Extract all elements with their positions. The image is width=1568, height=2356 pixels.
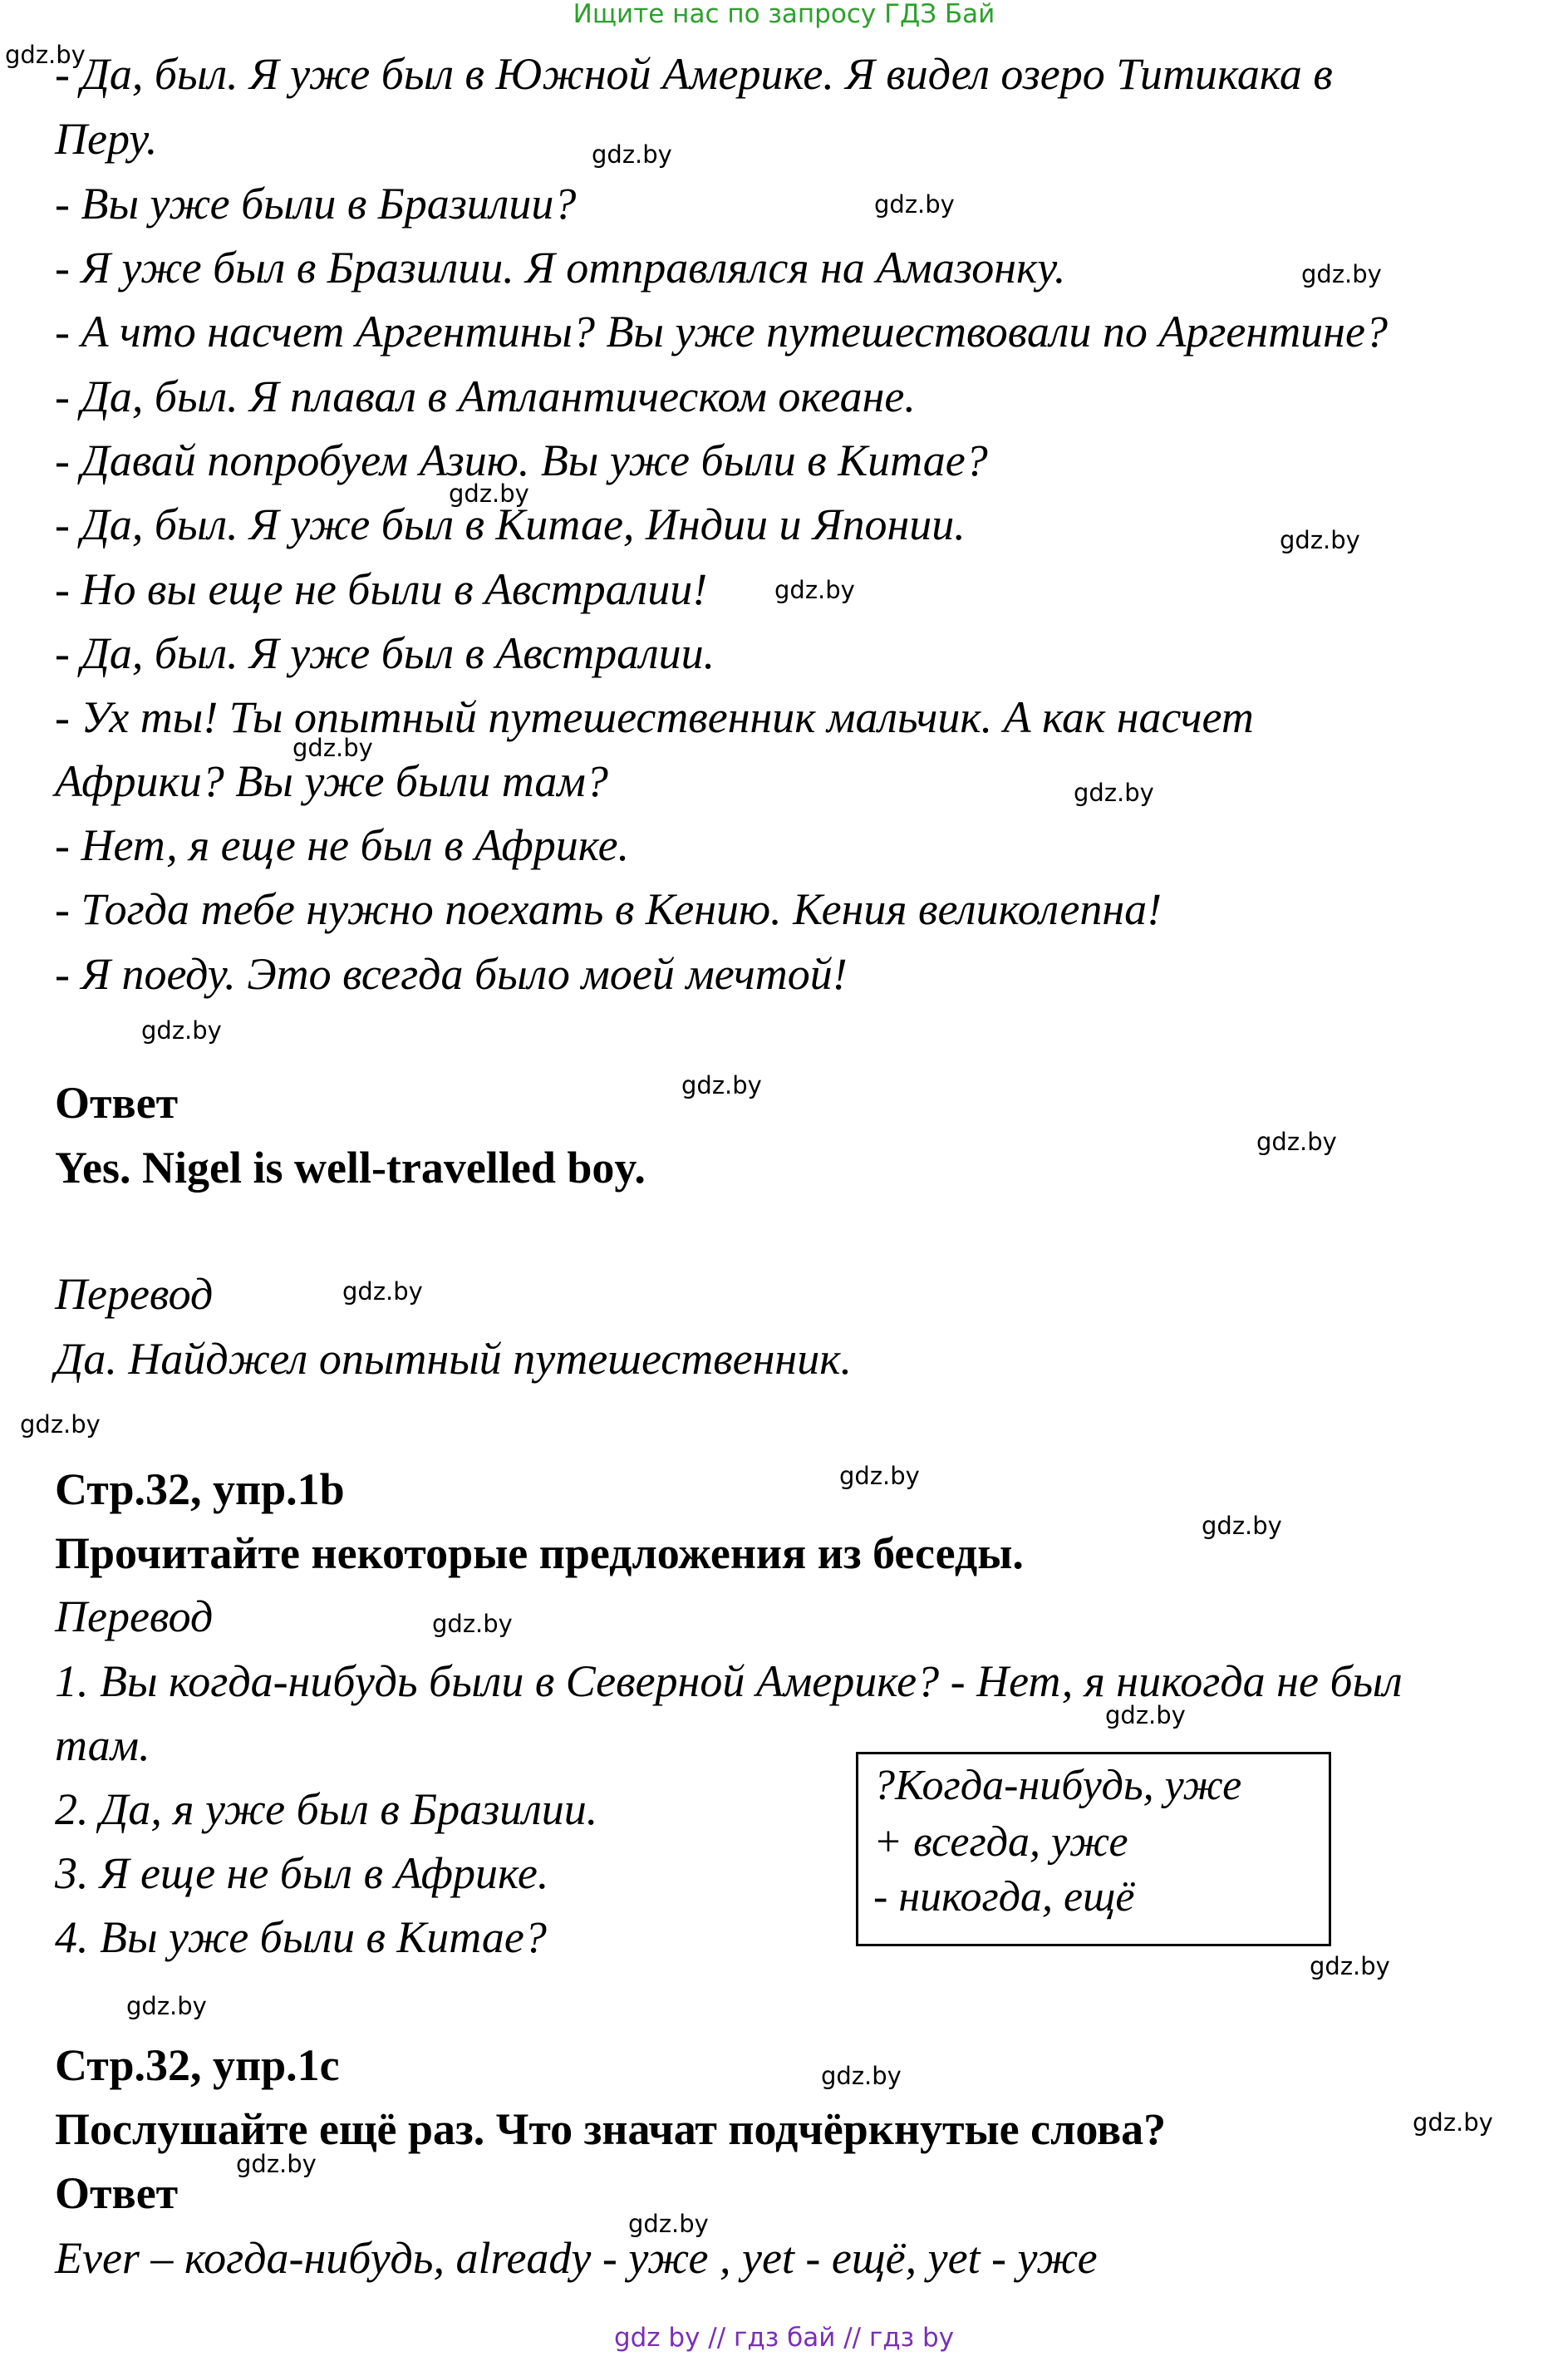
watermark: gdz.by [1202, 1512, 1282, 1540]
watermark: gdz.by [628, 2210, 709, 2238]
dialogue-line: - Да, был. Я уже был в Австралии. [55, 628, 715, 678]
translation-text: Да. Найджел опытный путешественник. [55, 1334, 852, 1384]
dialogue-line: - Тогда тебе нужно поехать в Кению. Кения великолепна! [55, 884, 1162, 934]
watermark: gdz.by [5, 41, 86, 69]
watermark: gdz.by [681, 1071, 762, 1099]
watermark: gdz.by [839, 1462, 920, 1490]
dialogue-line: - Давай попробуем Азию. Вы уже были в Китае? [55, 435, 988, 485]
watermark: gdz.by [1301, 260, 1382, 288]
watermark: gdz.by [342, 1277, 423, 1306]
dialogue-line: - А что насчет Аргентины? Вы уже путешествовали по Аргентине? [55, 307, 1388, 357]
translation-heading: Перевод [55, 1269, 214, 1319]
exercise-1b-line: там. [55, 1720, 150, 1770]
watermark: gdz.by [236, 2150, 317, 2178]
exercise-1b-line: 1. Вы когда-нибудь были в Северной Америке? - Нет, я никогда не был [55, 1656, 1403, 1706]
watermark: gdz.by [1310, 1952, 1390, 1980]
legend-box-line: - никогда, ещё [873, 1873, 1135, 1921]
dialogue-line: - Вы уже были в Бразилии? [55, 179, 577, 229]
exercise-1b-line: 3. Я еще не был в Африке. [55, 1848, 549, 1898]
dialogue-line: Перу. [55, 114, 158, 164]
dialogue-line: - Я поеду. Это всегда было моей мечтой! [55, 949, 848, 999]
watermark: gdz.by [141, 1016, 222, 1045]
exercise-1b-line: 2. Да, я уже был в Бразилии. [55, 1784, 598, 1834]
exercise-1c-answer: Ever – когда-нибудь, already - уже , yet - ещё, yet - уже [55, 2233, 1098, 2283]
watermark: gdz.by [1413, 2108, 1493, 2137]
footer-links[interactable]: gdz by // гдз бай // гдз by [613, 2323, 955, 2353]
exercise-1b-task: Прочитайте некоторые предложения из беседы. [55, 1528, 1024, 1578]
exercise-1c-task: Послушайте ещё раз. Что значат подчёркнутые слова? [55, 2104, 1167, 2154]
legend-box-line: + всегда, уже [873, 1818, 1128, 1866]
exercise-1b-line: 4. Вы уже были в Китае? [55, 1912, 547, 1962]
watermark: gdz.by [874, 190, 955, 219]
answer-heading: Ответ [55, 1078, 179, 1128]
watermark: gdz.by [292, 734, 373, 762]
legend-box [856, 1752, 1331, 1946]
dialogue-line: - Да, был. Я уже был в Южной Америке. Я видел озеро Титикака в [55, 49, 1333, 99]
legend-box-line: ?Когда-нибудь, уже [873, 1762, 1242, 1809]
watermark: gdz.by [821, 2062, 902, 2090]
answer-text: Yes. Nigel is well-travelled boy. [55, 1143, 646, 1193]
dialogue-line: - Да, был. Я уже был в Китае, Индии и Японии. [55, 499, 966, 549]
exercise-1c-title: Стр.32, упр.1c [55, 2040, 340, 2090]
exercise-1c-answer-heading: Ответ [55, 2168, 179, 2218]
exercise-1b-translation-heading: Перевод [55, 1591, 214, 1641]
top-search-hint[interactable]: Ищите нас по запросу ГДЗ Бай [573, 0, 995, 29]
dialogue-line: - Но вы еще не были в Австралии! [55, 564, 708, 614]
dialogue-line: Африки? Вы уже были там? [55, 756, 608, 806]
watermark: gdz.by [1074, 779, 1154, 807]
dialogue-line: - Нет, я еще не был в Африке. [55, 820, 630, 870]
watermark: gdz.by [432, 1610, 513, 1638]
dialogue-line: - Да, был. Я плавал в Атлантическом океане. [55, 371, 916, 421]
watermark: gdz.by [592, 140, 672, 169]
watermark: gdz.by [20, 1410, 101, 1439]
watermark: gdz.by [1280, 526, 1360, 554]
dialogue-line: - Ух ты! Ты опытный путешественник мальчик. А как насчет [55, 692, 1254, 742]
watermark: gdz.by [1256, 1128, 1337, 1156]
dialogue-line: - Я уже был в Бразилии. Я отправлялся на Амазонку. [55, 243, 1066, 293]
exercise-1b-title: Стр.32, упр.1b [55, 1464, 345, 1514]
watermark: gdz.by [449, 480, 529, 508]
watermark: gdz.by [126, 1992, 207, 2020]
watermark: gdz.by [1105, 1701, 1186, 1729]
watermark: gdz.by [774, 576, 855, 604]
